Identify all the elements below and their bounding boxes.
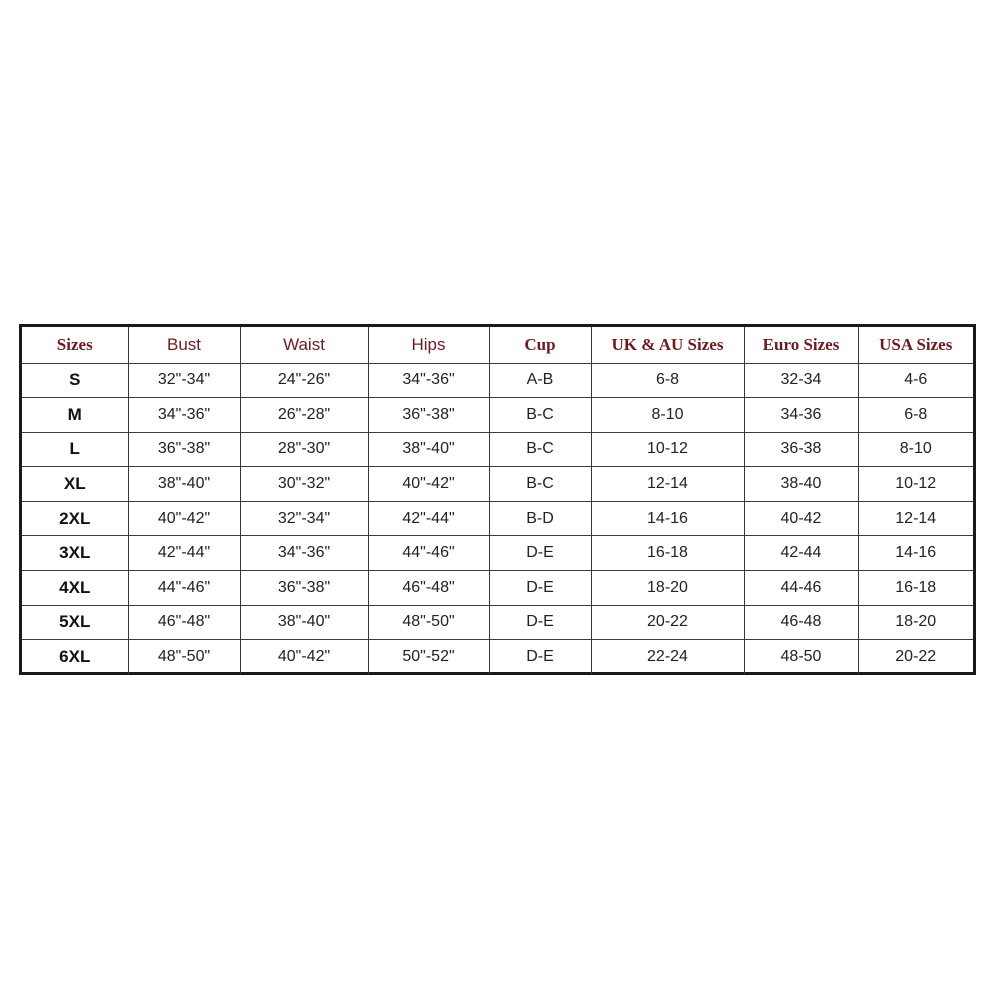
- hips-cell: 48"-50": [368, 605, 489, 640]
- header-row: [22, 327, 973, 363]
- uk-au-cell: 8-10: [591, 398, 744, 433]
- header-usa-sizes: USA Sizes: [858, 327, 973, 363]
- hips-cell: 38"-40": [368, 432, 489, 467]
- euro-cell: 46-48: [744, 605, 858, 640]
- waist-cell: 26"-28": [240, 398, 368, 433]
- euro-cell: 48-50: [744, 640, 858, 675]
- usa-cell: 6-8: [858, 398, 973, 433]
- bust-cell: 36"-38": [128, 432, 240, 467]
- size-cell: 4XL: [22, 571, 128, 606]
- cup-cell: B-C: [489, 467, 591, 502]
- euro-cell: 34-36: [744, 398, 858, 433]
- header-hips: Hips: [368, 327, 489, 363]
- table-row: [22, 640, 973, 675]
- waist-cell: 32"-34": [240, 501, 368, 536]
- table-row: [22, 467, 973, 502]
- table-row: [22, 536, 973, 571]
- uk-au-cell: 16-18: [591, 536, 744, 571]
- bust-cell: 48"-50": [128, 640, 240, 675]
- euro-cell: 38-40: [744, 467, 858, 502]
- bust-cell: 38"-40": [128, 467, 240, 502]
- bust-cell: 34"-36": [128, 398, 240, 433]
- size-chart: [19, 324, 976, 675]
- cup-cell: D-E: [489, 571, 591, 606]
- size-cell: 6XL: [22, 640, 128, 675]
- cup-cell: B-C: [489, 398, 591, 433]
- size-cell: M: [22, 398, 128, 433]
- size-cell: S: [22, 363, 128, 398]
- usa-cell: 16-18: [858, 571, 973, 606]
- bust-cell: 32"-34": [128, 363, 240, 398]
- size-table: [22, 327, 973, 674]
- usa-cell: 8-10: [858, 432, 973, 467]
- euro-cell: 32-34: [744, 363, 858, 398]
- table-row: [22, 501, 973, 536]
- header-waist: Waist: [240, 327, 368, 363]
- hips-cell: 34"-36": [368, 363, 489, 398]
- table-row: [22, 571, 973, 606]
- cup-cell: D-E: [489, 536, 591, 571]
- usa-cell: 10-12: [858, 467, 973, 502]
- header-euro-sizes: Euro Sizes: [744, 327, 858, 363]
- cup-cell: D-E: [489, 640, 591, 675]
- cup-cell: B-C: [489, 432, 591, 467]
- euro-cell: 42-44: [744, 536, 858, 571]
- uk-au-cell: 18-20: [591, 571, 744, 606]
- usa-cell: 18-20: [858, 605, 973, 640]
- bust-cell: 42"-44": [128, 536, 240, 571]
- hips-cell: 36"-38": [368, 398, 489, 433]
- waist-cell: 24"-26": [240, 363, 368, 398]
- cup-cell: B-D: [489, 501, 591, 536]
- usa-cell: 12-14: [858, 501, 973, 536]
- size-cell: 2XL: [22, 501, 128, 536]
- bust-cell: 40"-42": [128, 501, 240, 536]
- size-cell: XL: [22, 467, 128, 502]
- bust-cell: 44"-46": [128, 571, 240, 606]
- table-row: [22, 363, 973, 398]
- size-cell: 3XL: [22, 536, 128, 571]
- uk-au-cell: 22-24: [591, 640, 744, 675]
- waist-cell: 40"-42": [240, 640, 368, 675]
- waist-cell: 28"-30": [240, 432, 368, 467]
- header-bust: Bust: [128, 327, 240, 363]
- hips-cell: 42"-44": [368, 501, 489, 536]
- table-row: [22, 432, 973, 467]
- bust-cell: 46"-48": [128, 605, 240, 640]
- usa-cell: 14-16: [858, 536, 973, 571]
- waist-cell: 34"-36": [240, 536, 368, 571]
- header-cup: Cup: [489, 327, 591, 363]
- waist-cell: 36"-38": [240, 571, 368, 606]
- cup-cell: D-E: [489, 605, 591, 640]
- hips-cell: 40"-42": [368, 467, 489, 502]
- waist-cell: 30"-32": [240, 467, 368, 502]
- cup-cell: A-B: [489, 363, 591, 398]
- usa-cell: 4-6: [858, 363, 973, 398]
- uk-au-cell: 12-14: [591, 467, 744, 502]
- header-uk-au-sizes: UK & AU Sizes: [591, 327, 744, 363]
- uk-au-cell: 14-16: [591, 501, 744, 536]
- uk-au-cell: 10-12: [591, 432, 744, 467]
- hips-cell: 50"-52": [368, 640, 489, 675]
- euro-cell: 40-42: [744, 501, 858, 536]
- size-cell: L: [22, 432, 128, 467]
- euro-cell: 36-38: [744, 432, 858, 467]
- hips-cell: 44"-46": [368, 536, 489, 571]
- table-row: [22, 398, 973, 433]
- hips-cell: 46"-48": [368, 571, 489, 606]
- euro-cell: 44-46: [744, 571, 858, 606]
- uk-au-cell: 6-8: [591, 363, 744, 398]
- table-row: [22, 605, 973, 640]
- uk-au-cell: 20-22: [591, 605, 744, 640]
- header-sizes: Sizes: [22, 327, 128, 363]
- waist-cell: 38"-40": [240, 605, 368, 640]
- size-cell: 5XL: [22, 605, 128, 640]
- usa-cell: 20-22: [858, 640, 973, 675]
